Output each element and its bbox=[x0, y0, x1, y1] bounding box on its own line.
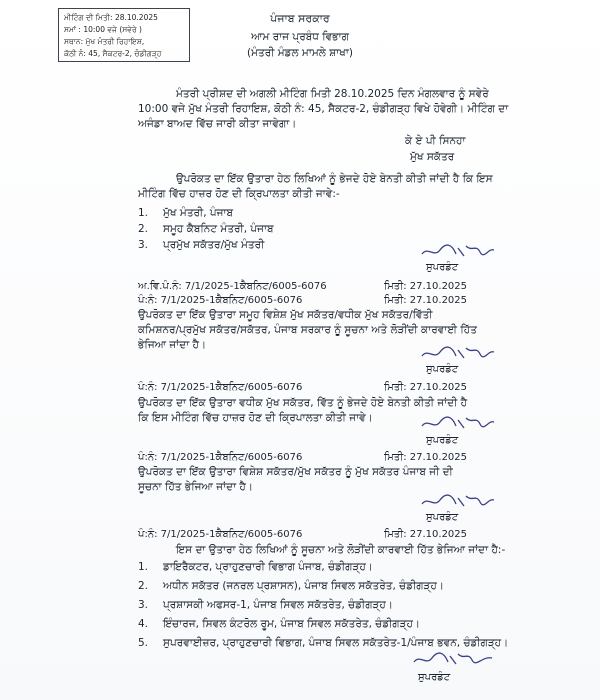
list-item-number: 2. bbox=[138, 223, 149, 235]
list-item-number: 3. bbox=[138, 599, 149, 611]
notice-line-1: ਮੰਤਰੀ ਪ੍ਰੀਸ਼ਦ ਦੀ ਅਗਲੀ ਮੀਟਿੰਗ ਮਿਤੀ 28.10.2025 ਦਿਨ ਮੰਗਲਵਾਰ ਨੂੰ ਸਵੇਰੇ bbox=[176, 88, 489, 100]
section1-line-2: ਮੀਟਿੰਗ ਵਿੱਚ ਹਾਜ਼ਰ ਹੋਣ ਦੀ ਕ੍ਰਿਪਾਲਤਾ ਕੀਤੀ ਜਾਵੇ:- bbox=[138, 188, 340, 200]
list-item: ਅਧੀਨ ਸਕੱਤਰ (ਜਨਰਲ ਪ੍ਰਸ਼ਾਸਨ), ਪੰਜਾਬ ਸਿਵਲ ਸਕੱਤਰੇਤ, ਚੰਡੀਗੜ੍ਹ। bbox=[163, 580, 444, 592]
section2-date-b: ਮਿਤੀ: 27.10.2025 bbox=[384, 295, 468, 306]
section5-intro: ਇਸ ਦਾ ਉਤਾਰਾ ਹੇਠ ਲਿਖਿਆਂ ਨੂੰ ਸੂਚਨਾ ਅਤੇ ਲੋੜੀਂਦੀ ਕਾਰਵਾਈ ਹਿੱਤ ਭੇਜਿਆ ਜਾਂਦਾ ਹੈ:- bbox=[176, 544, 506, 556]
list-item-number: 5. bbox=[138, 637, 149, 649]
header-government: ਪੰਜਾਬ ਸਰਕਾਰ bbox=[270, 12, 330, 25]
section2-date-a: ਮਿਤੀ: 27.10.2025 bbox=[384, 281, 468, 292]
section2-line-1: ਉਪਰੋਕਤ ਦਾ ਇੱਕ ਉਤਾਰਾ ਸਮੂਹ ਵਿਸ਼ੇਸ਼ ਮੁੱਖ ਸਕੱਤਰ/ਵਧੀਕ ਮੁੱਖ ਸਕੱਤਰ/ਵਿੱਤੀ bbox=[138, 309, 433, 321]
section3-date: ਮਿਤੀ: 27.10.2025 bbox=[384, 382, 468, 393]
signatory-title: ਮੁੱਖ ਸਕੱਤਰ bbox=[410, 151, 455, 163]
section4-signature-title: ਸੁਪਰਡੰਟ bbox=[426, 512, 459, 523]
section2-reference-b: ਪੰ:ਨੰ: 7/1/2025-1ਕੈਬਨਿਟ/6005-6076 bbox=[138, 295, 303, 306]
section3-line-2: ਕਿ ਇਸ ਮੀਟਿੰਗ ਵਿੱਚ ਹਾਜ਼ਰ ਹੋਣ ਦੀ ਕ੍ਰਿਪਾਲਤਾ ਕੀਤੀ ਜਾਵੇ। bbox=[138, 412, 373, 424]
list-item: ਮੁੱਖ ਮੰਤਰੀ, ਪੰਜਾਬ bbox=[163, 207, 234, 219]
section3-signature-title: ਸੁਪਰਡੰਟ bbox=[426, 435, 459, 446]
notice-line-2: 10:00 ਵਜੇ ਮੁੱਖ ਮੰਤਰੀ ਰਿਹਾਇਸ਼, ਕੋਠੀ ਨੰ: 45, ਸੈਕਟਰ-2, ਚੰਡੀਗੜ੍ਹ ਵਿਖੇ ਹੋਵੇਗੀ। ਮੀਟਿੰਗ ਦਾ bbox=[138, 103, 509, 115]
header-department: ਆਮ ਰਾਜ ਪ੍ਰਬੰਧ ਵਿਭਾਗ bbox=[251, 31, 349, 43]
info-venue: ਸਥਾਨ: ਮੁੱਖ ਮੰਤਰੀ ਰਿਹਾਇਸ਼, bbox=[64, 37, 145, 46]
signature-1 bbox=[418, 240, 498, 262]
info-meeting-date: ਮੀਟਿੰਗ ਦੀ ਮਿਤੀ: 28.10.2025 bbox=[64, 13, 158, 22]
section1-line-1: ਉਪਰੋਕਤ ਦਾ ਇੱਕ ਉਤਾਰਾ ਹੇਠ ਲਿਖਿਆਂ ਨੂੰ ਭੇਜਦੇ ਹੋਏ ਬੇਨਤੀ ਕੀਤੀ ਜਾਂਦੀ ਹੈ ਕਿ ਇਸ bbox=[176, 173, 493, 185]
section4-line-2: ਸੂਚਨਾ ਹਿੱਤ ਭੇਜਿਆ ਜਾਂਦਾ ਹੈ। bbox=[138, 481, 253, 493]
signature-5 bbox=[410, 648, 496, 670]
section5-signature-title: ਸੁਪਰਡੰਟ bbox=[418, 672, 451, 683]
section4-reference: ਪੰ:ਨੰ: 7/1/2025-1ਕੈਬਨਿਟ/6005-6076 bbox=[138, 452, 303, 463]
section2-signature-title: ਸੁਪਰਡੰਟ bbox=[426, 364, 459, 375]
list-item-number: 4. bbox=[138, 618, 149, 630]
list-item: ਪ੍ਰਮੁੱਖ ਸਕੱਤਰ/ਮੁੱਖ ਮੰਤਰੀ bbox=[163, 239, 265, 251]
header-branch: (ਮੰਤਰੀ ਮੰਡਲ ਮਾਮਲੇ ਸ਼ਾਖਾ) bbox=[247, 47, 353, 59]
info-address: ਕੋਠੀ ਨੰ: 45, ਸੈਕਟਰ-2, ਚੰਡੀਗੜ੍ਹ bbox=[64, 49, 162, 58]
section5-reference: ਪੰ:ਨੰ: 7/1/2025-1ਕੈਬਨਿਟ/6005-6076 bbox=[138, 529, 303, 540]
signature-4 bbox=[418, 490, 498, 512]
section2-reference-a: ਅ.ਵਿ.ਪੰ.ਨੰ: 7/1/2025-1ਕੈਬਨਿਟ/6005-6076 bbox=[138, 281, 327, 292]
list-item: ਸੁਪਰਵਾਈਜ਼ਰ, ਪ੍ਰਾਹੁਣਚਾਰੀ ਵਿਭਾਗ, ਪੰਜਾਬ ਸਿਵਲ ਸਕੱਤਰੇਤ-1/ਪੰਜਾਬ ਭਵਨ, ਚੰਡੀਗੜ੍ਹ। bbox=[163, 637, 509, 649]
section1-signature-title: ਸੁਪਰਡੰਟ bbox=[426, 262, 459, 273]
list-item: ਪ੍ਰਸ਼ਾਸਕੀ ਅਫਸਰ-1, ਪੰਜਾਬ ਸਿਵਲ ਸਕੱਤਰੇਤ, ਚੰਡੀਗੜ੍ਹ। bbox=[163, 599, 393, 611]
section3-line-1: ਉਪਰੋਕਤ ਦਾ ਇੱਕ ਉਤਾਰਾ ਵਧੀਕ ਮੁੱਖ ਸਕੱਤਰ, ਵਿੱਤ ਨੂੰ ਭੇਜਦੇ ਹੋਏ ਬੇਨਤੀ ਕੀਤੀ ਜਾਂਦੀ ਹੈ bbox=[138, 397, 468, 409]
info-time: ਸਮਾਂ : 10:00 ਵਜੇ (ਸਵੇਰੇ ) bbox=[64, 25, 142, 34]
list-item: ਸਮੂਹ ਕੈਬਨਿਟ ਮੰਤਰੀ, ਪੰਜਾਬ bbox=[163, 223, 274, 235]
list-item-number: 1. bbox=[138, 207, 149, 219]
list-item-number: 1. bbox=[138, 561, 149, 573]
section4-date: ਮਿਤੀ: 27.10.2025 bbox=[384, 452, 468, 463]
section5-date: ਮਿਤੀ: 27.10.2025 bbox=[384, 529, 468, 540]
section2-line-2: ਕਮਿਸ਼ਨਰ/ਪ੍ਰਮੁੱਖ ਸਕੱਤਰ/ਸਕੱਤਰ, ਪੰਜਾਬ ਸਰਕਾਰ ਨੂੰ ਸੂਚਨਾ ਅਤੇ ਲੋੜੀਂਦੀ ਕਾਰਵਾਈ ਹਿੱਤ bbox=[138, 324, 477, 336]
signature-3 bbox=[418, 412, 498, 434]
list-item-number: 3. bbox=[138, 239, 149, 251]
list-item: ਡਾਇਰੈਕਟਰ, ਪ੍ਰਾਹੁਣਚਾਰੀ ਵਿਭਾਗ ਪੰਜਾਬ, ਚੰਡੀਗੜ੍ਹ। bbox=[163, 561, 373, 573]
notice-line-3: ਅਜੰਡਾ ਬਾਅਦ ਵਿੱਚ ਜਾਰੀ ਕੀਤਾ ਜਾਵੇਗਾ। bbox=[138, 118, 297, 130]
signatory-name: ਕੇ ਏ ਪੀ ਸਿਨਹਾ bbox=[405, 135, 466, 147]
section3-reference: ਪੰ:ਨੰ: 7/1/2025-1ਕੈਬਨਿਟ/6005-6076 bbox=[138, 382, 303, 393]
signature-2 bbox=[418, 342, 498, 364]
list-item: ਇੰਚਾਰਜ, ਸਿਵਲ ਕੰਟਰੋਲ ਰੂਮ, ਪੰਜਾਬ ਸਿਵਲ ਸਕੱਤਰੇਤ, ਚੰਡੀਗੜ੍ਹ। bbox=[163, 618, 420, 630]
section2-line-3: ਭੇਜਿਆ ਜਾਂਦਾ ਹੈ। bbox=[138, 339, 207, 351]
section4-line-1: ਉਪਰੋਕਤ ਦਾ ਇੱਕ ਉਤਾਰਾ ਵਿਸ਼ੇਸ਼ ਸਕੱਤਰ/ਮੁੱਖ ਸਕੱਤਰ ਨੂੰ ਮੁੱਖ ਸਕੱਤਰ ਪੰਜਾਬ ਜੀ ਦੀ bbox=[138, 466, 453, 478]
list-item-number: 2. bbox=[138, 580, 149, 592]
